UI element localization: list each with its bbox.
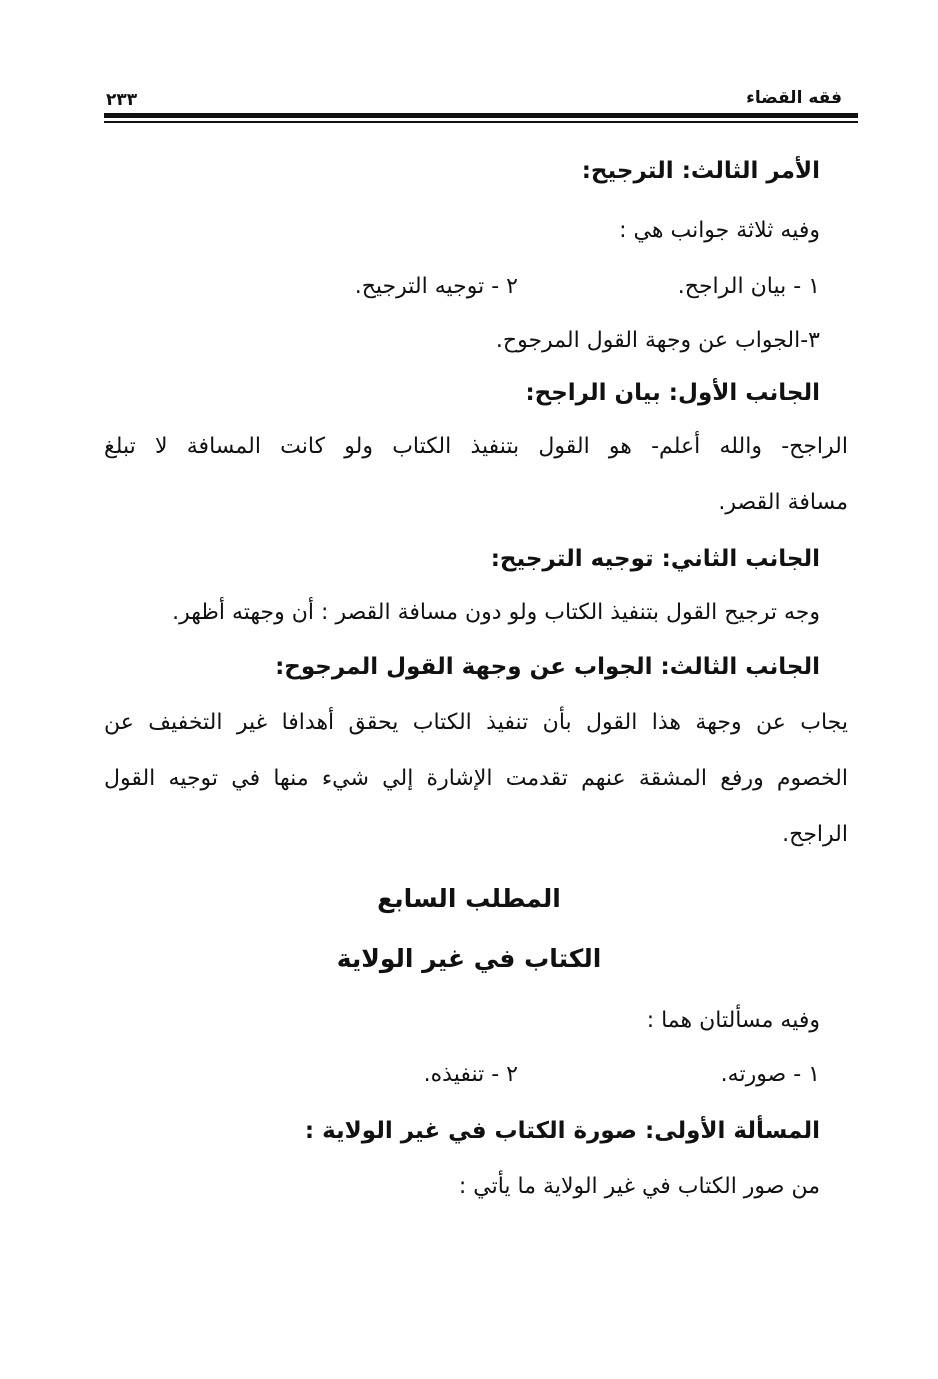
paragraph-3-line-1: يجاب عن وجهة هذا القول بأن تنفيذ الكتاب يحقق أهدافا غير التخفيف عن [104,710,848,735]
paragraph-2-line-1: وجه ترجيح القول بتنفيذ الكتاب ولو دون مسافة القصر : أن وجهته أظهر. [172,600,820,625]
paragraph-3-line-3: الراجح. [782,822,848,847]
paragraph-1-line-2: مسافة القصر. [718,490,848,515]
page-number: ٢٣٣ [106,90,138,110]
aspect-item-1: ١ - بيان الراجح. [677,274,820,299]
heading-aspect-2: الجانب الثاني: توجيه الترجيح: [490,546,820,572]
heading-issue-1: المسألة الأولى: صورة الكتاب في غير الولاية : [304,1118,820,1144]
aspect-item-2: ٢ - توجيه الترجيح. [354,274,518,299]
running-header-title: فقه القضاء [746,88,842,108]
heading-aspect-3: الجانب الثالث: الجواب عن وجهة القول المرجوح: [275,654,820,680]
paragraph-3-line-2: الخصوم ورفع المشقة عنهم تقدمت الإشارة إلي شيء منها في توجيه القول [104,766,848,791]
section-title: المطلب السابع [377,884,561,913]
aspect-item-3: ٣-الجواب عن وجهة القول المرجوح. [495,328,820,353]
heading-aspect-1: الجانب الأول: بيان الراجح: [525,380,820,406]
heading-third-matter: الأمر الثالث: الترجيح: [581,158,820,184]
section-subtitle: الكتاب في غير الولاية [336,944,602,973]
three-aspects-intro: وفيه ثلاثة جوانب هي : [619,218,820,243]
issue-item-2: ٢ - تنفيذه. [423,1062,518,1087]
header-rule-thin [104,121,858,123]
header-rule-thick [104,113,858,118]
two-issues-intro: وفيه مسألتان هما : [646,1008,820,1033]
issue-item-1: ١ - صورته. [720,1062,820,1087]
paragraph-4-line-1: من صور الكتاب في غير الولاية ما يأتي : [458,1174,820,1199]
paragraph-1-line-1: الراجح- والله أعلم- هو القول بتنفيذ الكتاب ولو كانت المسافة لا تبلغ [104,434,848,459]
